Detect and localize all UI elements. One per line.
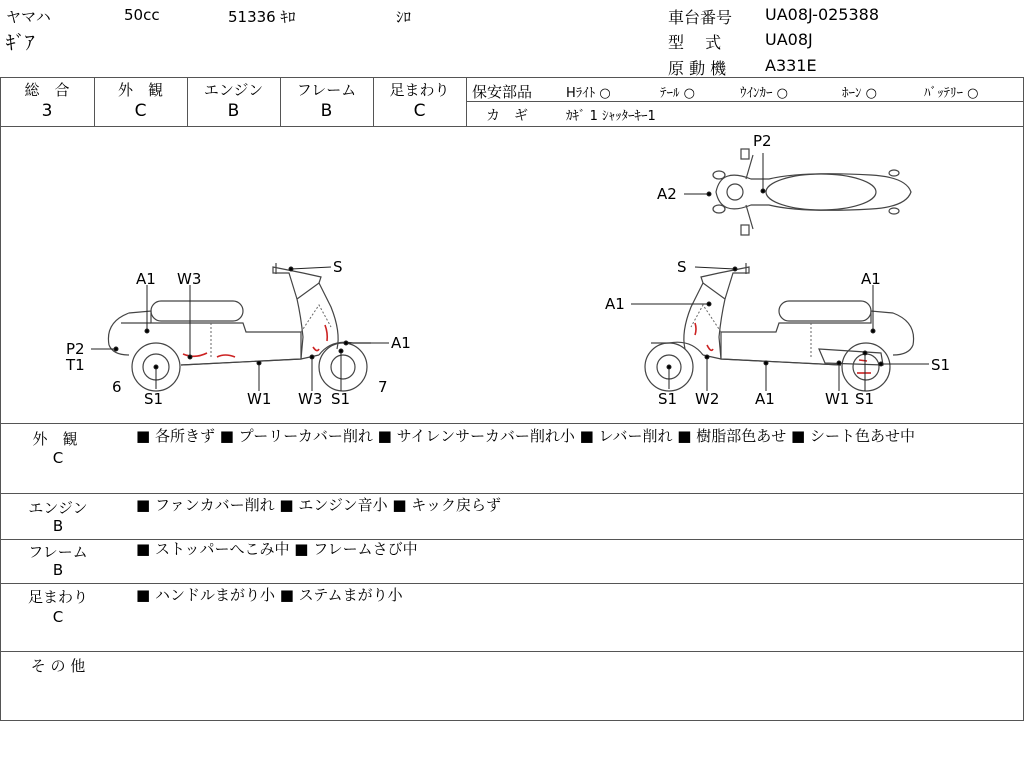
type-value: UA08J: [765, 30, 813, 49]
headlight-ok-icon: ○: [599, 86, 611, 101]
engine-value: A331E: [765, 56, 817, 75]
right-label-w2: W2: [695, 390, 720, 408]
safety-item-horn: ﾎｰﾝ ○: [842, 86, 877, 101]
engine-label: 原 動 機: [668, 59, 727, 78]
cond-suspension-label: 足まわり: [27, 588, 88, 606]
left-label-t1: T1: [66, 356, 85, 374]
mileage: 51336 ｷﾛ: [228, 8, 296, 26]
cond-frame-grade: B: [52, 561, 64, 579]
cond-exterior-label: 外 観: [32, 430, 78, 448]
color: ｼﾛ: [396, 8, 412, 26]
cond-exterior-text: ■ 各所きず ■ プーリーカバー削れ ■ サイレンサーカバー削れ小 ■ レバー削れ ■ 樹脂部色あせ ■ シート色あせ中: [136, 427, 915, 445]
damage-diagram: [1, 127, 1022, 422]
engine-grade-label: エンジン: [203, 81, 264, 99]
left-label-6: 6: [112, 378, 122, 396]
left-label-s1b: S1: [331, 390, 351, 408]
left-label-p2: P2: [66, 340, 85, 358]
left-label-a1b: A1: [391, 334, 411, 352]
exterior-label: 外 観: [117, 81, 163, 99]
safety-label: 保安部品: [472, 83, 533, 101]
model-name: ｷﾞｱ: [6, 32, 35, 54]
cond-frame-label: フレーム: [28, 543, 88, 561]
safety-item-headlight: Hﾗｲﾄ ○: [566, 86, 611, 101]
exterior-grade: C: [134, 101, 147, 121]
left-label-a1: A1: [136, 270, 156, 288]
maker: ヤマハ: [6, 8, 51, 26]
frame-grade-label: フレーム: [296, 81, 357, 99]
cond-engine-label: エンジン: [28, 499, 88, 517]
top-label-a2: A2: [657, 185, 677, 203]
right-label-a1c: A1: [755, 390, 775, 408]
displacement: 50cc: [124, 6, 160, 24]
right-label-w1: W1: [825, 390, 850, 408]
key-value: ｶｷﾞ 1 ｼｬｯﾀｰｷｰ1: [566, 109, 656, 124]
frame-no: UA08J-025388: [765, 5, 880, 24]
left-label-s: S: [333, 258, 343, 276]
left-label-w3: W3: [177, 270, 202, 288]
right-label-s: S: [677, 258, 687, 276]
right-label-s1: S1: [931, 356, 951, 374]
suspension-grade-label: 足まわり: [389, 81, 450, 99]
tail-ok-icon: ○: [683, 86, 695, 101]
cond-exterior-grade: C: [52, 449, 64, 467]
overall-label: 総 合: [24, 81, 70, 99]
horn-ok-icon: ○: [865, 86, 877, 101]
left-label-7: 7: [378, 378, 388, 396]
right-label-a1: A1: [605, 295, 625, 313]
cond-engine-grade: B: [52, 517, 64, 535]
overall-grade: 3: [41, 101, 53, 121]
frame-grade: B: [320, 101, 333, 121]
left-label-s1: S1: [144, 390, 164, 408]
frame-no-label: 車台番号: [668, 8, 733, 27]
type-label: 型 式: [668, 33, 722, 52]
top-label-p2: P2: [753, 132, 772, 150]
safety-item-winker: ｳｲﾝｶｰ ○: [740, 86, 788, 101]
left-label-w3b: W3: [298, 390, 323, 408]
cond-frame-text: ■ ストッパーへこみ中 ■ フレームさび中: [136, 540, 418, 558]
cond-other-label: そ の 他: [30, 657, 86, 675]
cond-suspension-grade: C: [52, 608, 64, 626]
engine-grade: B: [227, 101, 240, 121]
right-label-a1b: A1: [861, 270, 881, 288]
battery-ok-icon: ○: [967, 86, 979, 101]
cond-suspension-text: ■ ハンドルまがり小 ■ ステムまがり小: [136, 586, 403, 604]
safety-item-battery: ﾊﾞｯﾃﾘｰ ○: [924, 86, 979, 101]
winker-ok-icon: ○: [776, 86, 788, 101]
right-label-s1b: S1: [658, 390, 678, 408]
right-label-s1c: S1: [855, 390, 875, 408]
cond-engine-text: ■ ファンカバー削れ ■ エンジン音小 ■ キック戻らず: [136, 496, 502, 514]
key-label: カ ギ: [486, 108, 528, 124]
suspension-grade: C: [413, 101, 426, 121]
safety-item-tail: ﾃｰﾙ ○: [660, 86, 695, 101]
left-label-w1: W1: [247, 390, 272, 408]
scooter-top-view: [713, 149, 911, 235]
